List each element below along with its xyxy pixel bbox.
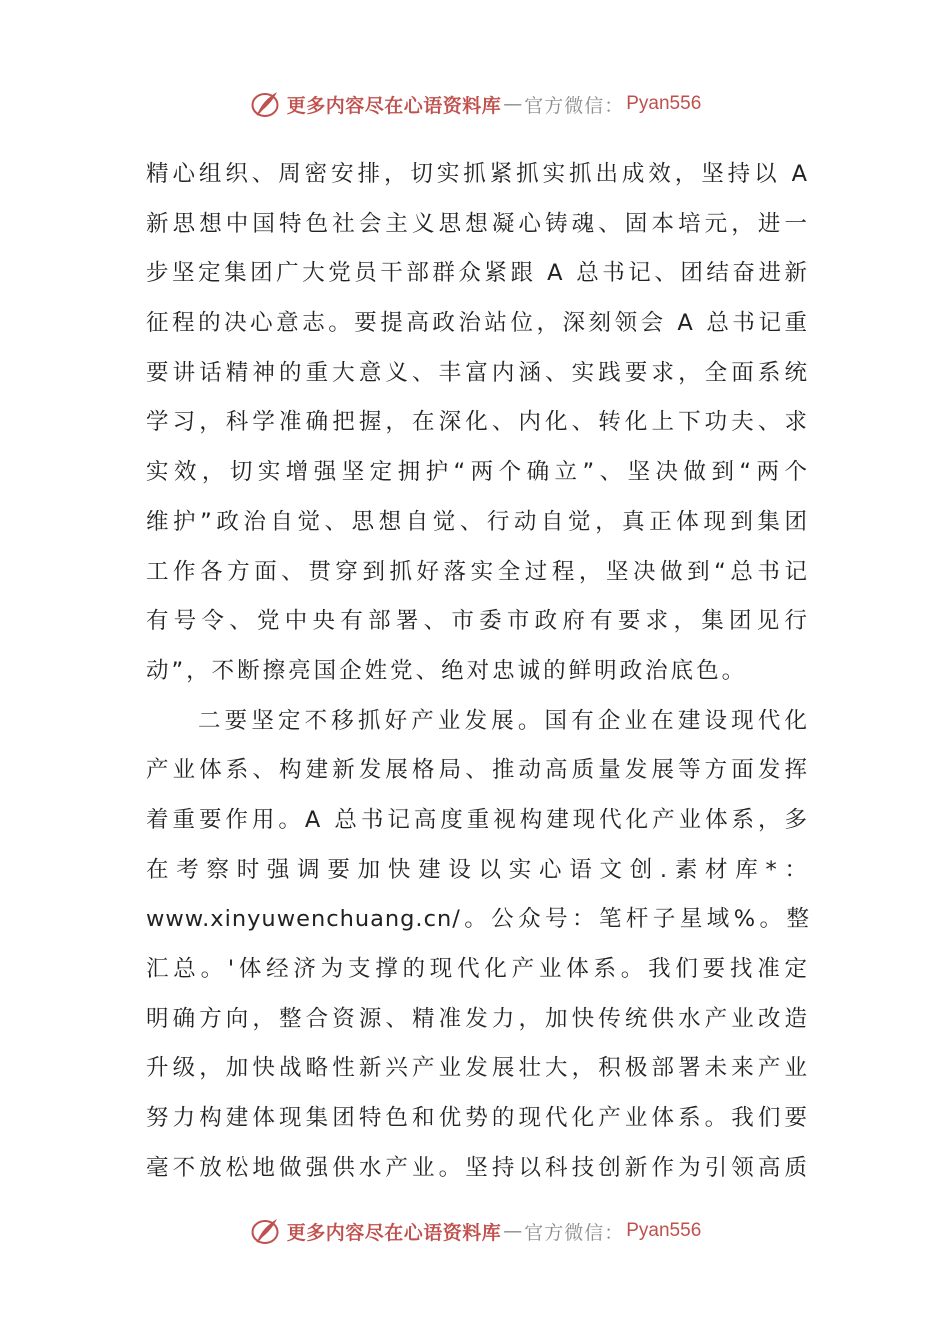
banner-dash: — bbox=[503, 93, 523, 115]
banner-brand-text: 更多内容尽在心语资料库 bbox=[286, 1221, 502, 1244]
footer-banner bbox=[0, 1211, 950, 1251]
text-line: 有号令、党中央有部署、市委市政府有要求，集团见行 bbox=[146, 608, 810, 635]
text-line: 要讲话精神的重大意义、丰富内涵、实践要求，全面系统 bbox=[146, 359, 810, 386]
text-line: 在考察时强调要加快建设以实心语文创.素材库*： bbox=[146, 856, 810, 883]
banner-dash: — bbox=[503, 1220, 523, 1242]
text-line: 征程的决心意志。要提高政治站位，深刻领会 A 总书记重 bbox=[146, 310, 810, 337]
text-line: 精心组织、周密安排，切实抓紧抓实抓出成效，坚持以 A bbox=[146, 161, 810, 187]
text-line: 工作各方面、贯穿到抓好落实全过程，坚决做到“总书记 bbox=[146, 558, 810, 585]
text-line: 明确方向，整合资源、精准发力，加快传统供水产业改造 bbox=[146, 1005, 810, 1032]
text-line: 步坚定集团广大党员干部群众紧跟 A 总书记、团结奋进新 bbox=[146, 260, 810, 287]
banner-brand-text: 更多内容尽在心语资料库 bbox=[286, 94, 502, 117]
feather-pen-icon bbox=[249, 88, 281, 120]
text-line: 学习，科学准确把握，在深化、内化、转化上下功夫、求 bbox=[146, 409, 810, 436]
text-line: 动”，不断擦亮国企姓党、绝对忠诚的鲜明政治底色。 bbox=[146, 657, 748, 684]
text-line: 新思想中国特色社会主义思想凝心铸魂、固本培元，进一 bbox=[146, 210, 810, 237]
banner-wechat-id: Pyan556 bbox=[626, 1220, 702, 1241]
banner-official-label: 官方微信： bbox=[524, 94, 625, 117]
document-body bbox=[146, 150, 810, 1193]
text-line: 产业体系、构建新发展格局、推动高质量发展等方面发挥 bbox=[146, 757, 810, 784]
text-line: 维护”政治自觉、思想自觉、行动自觉，真正体现到集团 bbox=[146, 508, 810, 535]
text-line: www.xinyuwenchuang.cn/。公众号：笔杆子星域%。整 bbox=[146, 906, 810, 933]
text-line: 着重要作用。A 总书记高度重视构建现代化产业体系，多 bbox=[146, 806, 810, 833]
header-banner bbox=[0, 84, 950, 124]
feather-pen-icon bbox=[249, 1215, 281, 1247]
banner-official-label: 官方微信： bbox=[524, 1221, 625, 1244]
text-line: 汇总。'体经济为支撑的现代化产业体系。我们要找准定 bbox=[146, 956, 810, 982]
text-line: 毫不放松地做强供水产业。坚持以科技创新作为引领高质 bbox=[146, 1154, 810, 1181]
text-line: 努力构建体现集团特色和优势的现代化产业体系。我们要 bbox=[146, 1105, 810, 1132]
text-line: 实效，切实增强坚定拥护“两个确立”、坚决做到“两个 bbox=[146, 459, 810, 486]
banner-wechat-id: Pyan556 bbox=[626, 93, 702, 114]
text-line: 升级，加快战略性新兴产业发展壮大，积极部署未来产业 bbox=[146, 1055, 810, 1082]
paragraph-heading-line: 二要坚定不移抓好产业发展。国有企业在建设现代化 bbox=[198, 707, 810, 734]
